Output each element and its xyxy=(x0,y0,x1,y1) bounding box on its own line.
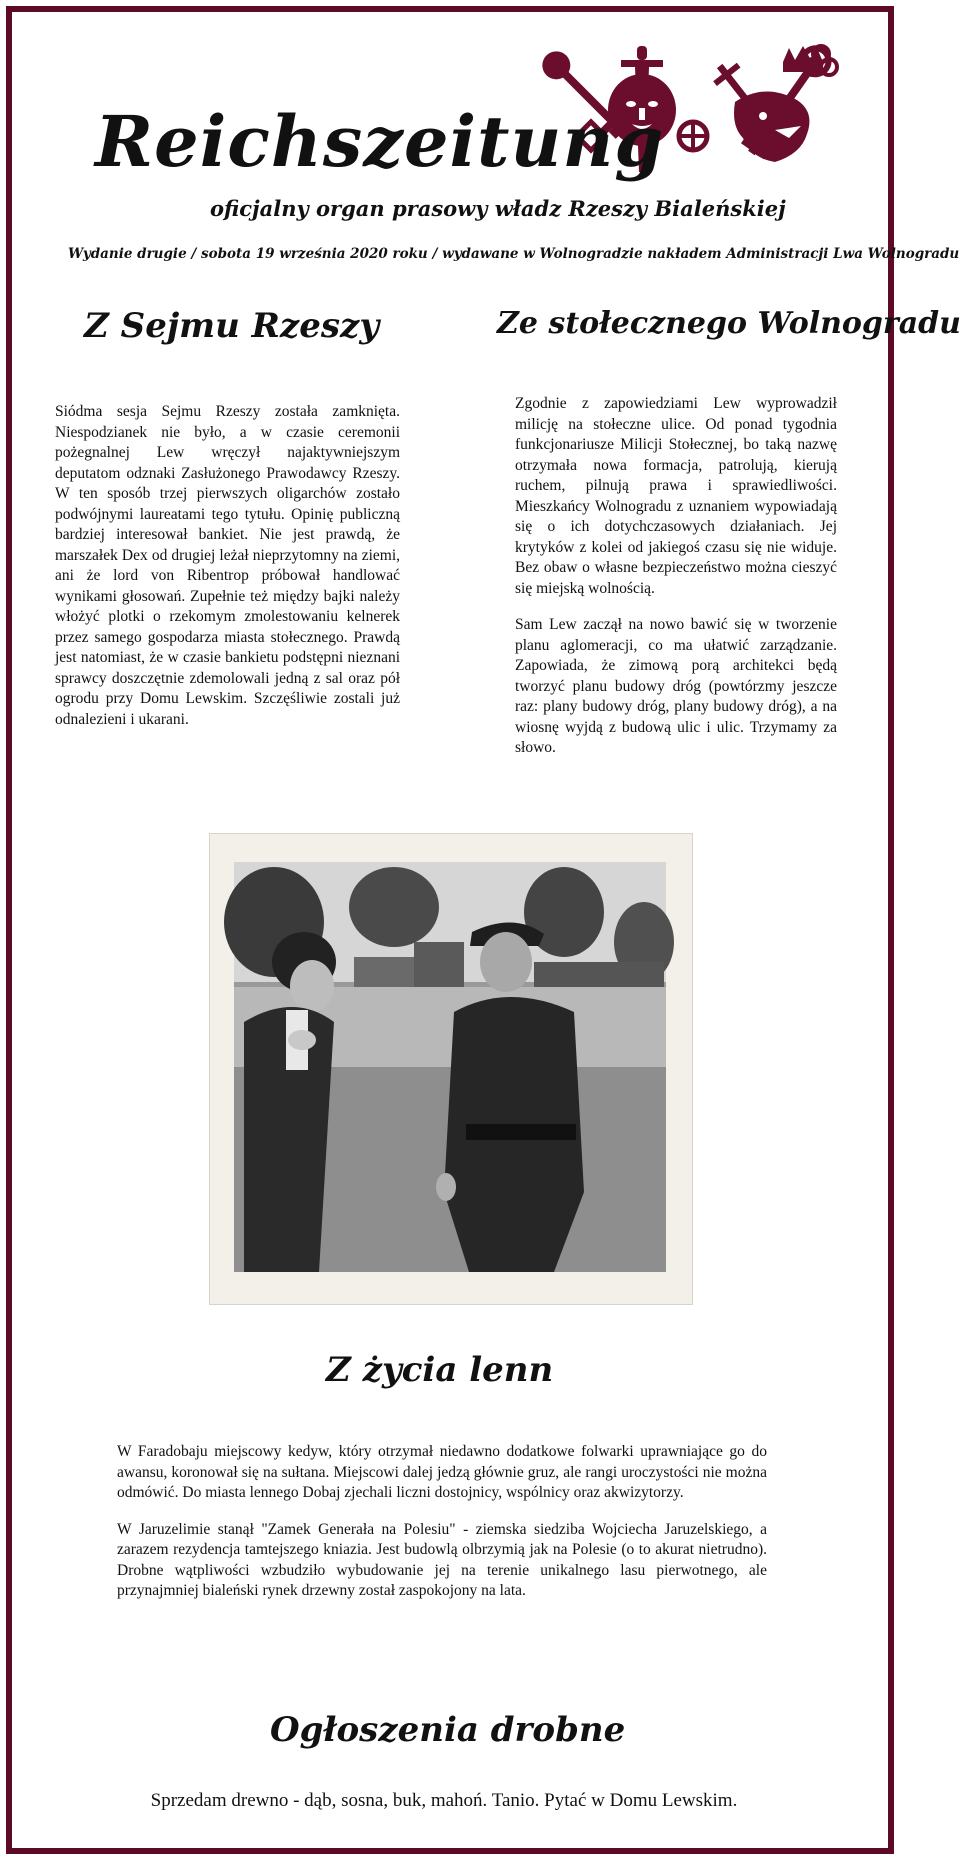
article-wolnograd xyxy=(515,394,837,775)
section-heading-wolnograd: Ze stołecznego Wolnogradu xyxy=(497,306,961,341)
photo-frame xyxy=(210,834,692,1304)
newspaper-subtitle: oficjalny organ prasowy władz Rzeszy Bialeńskiej xyxy=(210,196,786,221)
section-heading-lenn: Z życia lenn xyxy=(326,1350,554,1390)
article-lenn xyxy=(117,1442,767,1618)
article-paragraph: W Faradobaju miejscowy kedyw, który otrzymał niedawno dodatkowe folwarki uprawniające go do awansu, koronował się na sułtana. Miejscowi dalej jedzą głównie gruz, ale rangi uroczystości nie można odmówić. Do miasta lennego Dobaj zjechali liczni dostojnicy, wspólnicy oraz akwizytorzy. xyxy=(117,1443,767,1501)
article-paragraph: Zgodnie z zapowiedziami Lew wyprowadził milicję na stołeczne ulice. Od ponad tygodnia funkcjonariusze Milicji Stołecznej, bo taką nazwę otrzymała nowa formacja, patrolują, kierują ruchem, pilnują prawa i sprawiedliwości. Mieszkańcy Wolnogradu z uznaniem wypowiadają się o ich dotychczasowych działaniach. Jej krytyków z kolei od jakiegoś czasu się nie widuje. Bez obaw o własne bezpieczeństwo można cieszyć się miejską wolnością. xyxy=(515,395,837,597)
newspaper-title: Reichszeitung xyxy=(95,100,665,183)
article-paragraph: W Jaruzelimie stanął "Zamek Generała na Polesiu" - ziemska siedziba Wojciecha Jaruzelskiego, a zarazem rezydencja tamtejszego kniazia. Jest budowlą olbrzymią jak na Polesie (o to akurat nietrudno). Drobne wątpliwości wzbudziło wybudowanie jej na terenie unikalnego lasu pierwotnego, ale przynajmniej bialeński rynek drzewny został zaspokojony na lata. xyxy=(117,1520,767,1599)
quatrefoil-ornament xyxy=(679,122,707,150)
section-heading-sejm: Z Sejmu Rzeszy xyxy=(84,306,380,346)
article-paragraph: Siódma sesja Sejmu Rzeszy została zamknięta. Niespodzianek nie było, a w czasie ceremonii pożegnalnej Lew wręczył najaktywniejszym deputatom odznaki Zasłużonego Prawodawcy Rzeszy. W ten sposób trzej pierwszych oligarchów zostało podwójnymi laureatami tego tytułu. Opinię publiczną bardziej interesował bankiet. Nie jest prawdą, że marszałek Dex od drugiej leżał nieprzytomny na ziemi, ani że lord von Ribentrop próbował handlować wynikami głosowań. Zupełnie też między bajki należy włożyć plotki o rzekomym zmolestowaniu kelnerek przez samego gospodarza miasta stołecznego. Prawdą jest natomiast, że w czasie bankietu podstępni nieznani sprawcy doszczętnie zdemolowali jedną z sal oraz pół ogrodu przy Domu Lewskim. Szczęśliwie zostali już odnalezieni i ukarani. xyxy=(55,403,400,728)
edition-line: Wydanie drugie / sobota 19 września 2020 roku / wydawane w Wolnogradzie nakładem Administracji Lwa Wolnogradu xyxy=(68,246,960,262)
section-heading-ogloszenia: Ogłoszenia drobne xyxy=(270,1710,626,1750)
article-sejm xyxy=(55,402,400,746)
article-paragraph: Sam Lew zaczął na nowo bawić się w tworzenie planu aglomeracji, co ma ułatwić zarządzanie. Zapowiada, że zimową porą architekci będą tworzyć planu budowy dróg (powtórzmy jeszcze raz: plany budowy dróg, plany budowy dróg), a na wiosnę wyjdą z budową ulic i ulic. Trzymamy za słowo. xyxy=(515,616,837,756)
street-scene-photo xyxy=(234,862,666,1272)
classified-ad: Sprzedam drewno - dąb, sosna, buk, mahoń. Tanio. Pytać w Domu Lewskim. xyxy=(150,1790,738,1811)
